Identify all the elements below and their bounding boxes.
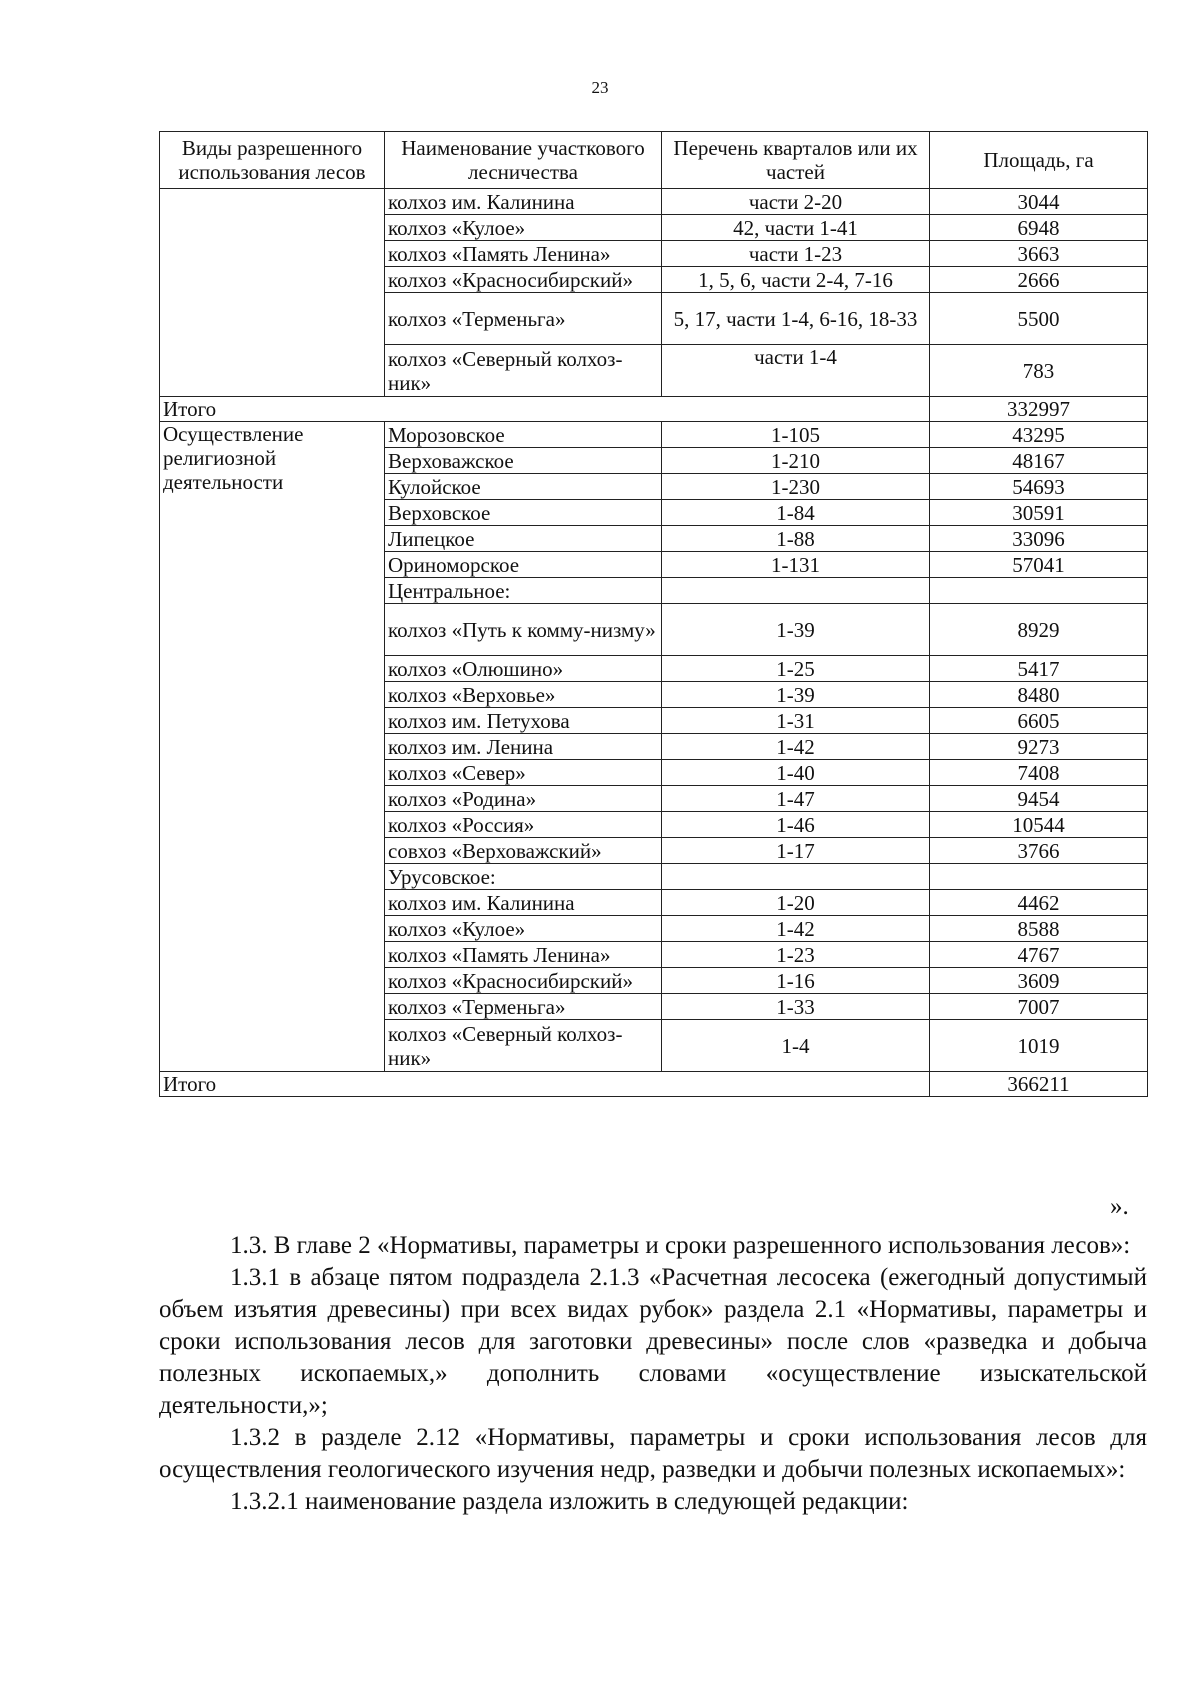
total-label: Итого [160,1072,930,1097]
quarters-cell: части 1-23 [662,241,930,267]
forestry-name-cell: колхоз «Память Ленина» [385,942,662,968]
total-area: 332997 [930,397,1148,422]
area-cell: 7007 [930,994,1148,1020]
quarters-cell [662,578,930,604]
area-cell: 6948 [930,215,1148,241]
forestry-name-cell: колхоз «Северный колхоз-ник» [385,1020,662,1072]
total-row-1 [160,397,1148,422]
area-cell: 30591 [930,500,1148,526]
area-cell: 33096 [930,526,1148,552]
forestry-name-cell: колхоз им. Ленина [385,734,662,760]
forestry-name-cell: колхоз им. Калинина [385,890,662,916]
forestry-name-cell: Центральное: [385,578,662,604]
forestry-name-cell: колхоз им. Калинина [385,189,662,215]
forestry-name-cell: колхоз им. Петухова [385,708,662,734]
forestry-name-cell: колхоз «Путь к комму-низму» [385,604,662,656]
quarters-cell: части 2-20 [662,189,930,215]
area-cell: 5417 [930,656,1148,682]
forestry-name-cell: колхоз «Терменьга» [385,994,662,1020]
area-cell: 9273 [930,734,1148,760]
quarters-cell: 1-39 [662,604,930,656]
area-cell: 3663 [930,241,1148,267]
area-cell: 9454 [930,786,1148,812]
group2-body [160,422,1148,1072]
quarters-cell: 1-20 [662,890,930,916]
header-area: Площадь, га [930,132,1148,189]
header-quarters: Перечень кварталов или их частей [662,132,930,189]
area-cell: 48167 [930,448,1148,474]
quarters-cell: 1-39 [662,682,930,708]
quarters-cell: 1-23 [662,942,930,968]
forestry-name-cell: колхоз «Россия» [385,812,662,838]
use-type-cell: Осуществление религиозной деятельности [160,422,385,1072]
area-cell: 2666 [930,267,1148,293]
forestry-name-cell: Липецкое [385,526,662,552]
area-cell: 5500 [930,293,1148,345]
forestry-name-cell: колхоз «Красносибирский» [385,267,662,293]
area-cell: 1019 [930,1020,1148,1072]
paragraph-1-3-2-1: 1.3.2.1 наименование раздела изложить в следующей редакции: [230,1488,909,1515]
area-cell: 3609 [930,968,1148,994]
header-forestry-name: Наименование участкового лесничества [385,132,662,189]
forestry-name-cell: колхоз «Терменьга» [385,293,662,345]
forestry-name-cell: колхоз «Верховье» [385,682,662,708]
table-row [160,422,1148,448]
forestry-name-cell: Кулойское [385,474,662,500]
quarters-cell: 1-42 [662,916,930,942]
paragraph-1-3-2: 1.3.2 в разделе 2.12 «Нормативы, параметры и сроки использования лесов для осуществления геологического изучения недр, разведки и добычи полезных ископаемых»: [159,1424,1147,1483]
quarters-cell: 42, части 1-41 [662,215,930,241]
paragraph-1-3: 1.3. В главе 2 «Нормативы, параметры и сроки разрешенного использования лесов»: [230,1232,1131,1259]
forestry-name-cell: колхоз «Красносибирский» [385,968,662,994]
header-use-type: Виды разрешенного использования лесов [160,132,385,189]
quarters-cell: 1-25 [662,656,930,682]
area-cell: 3766 [930,838,1148,864]
total-row-2 [160,1072,1148,1097]
table-row [160,189,1148,215]
quarters-cell: 1-42 [662,734,930,760]
quarters-cell: 5, 17, части 1-4, 6-16, 18-33 [662,293,930,345]
quarters-cell: 1-17 [662,838,930,864]
forestry-name-cell: Верховажское [385,448,662,474]
quarters-cell: 1-210 [662,448,930,474]
quarters-cell: 1-40 [662,760,930,786]
group1-body [160,189,1148,397]
area-cell: 6605 [930,708,1148,734]
area-cell: 3044 [930,189,1148,215]
total-label: Итого [160,397,930,422]
quarters-cell: 1-16 [662,968,930,994]
area-cell: 8480 [930,682,1148,708]
area-cell: 10544 [930,812,1148,838]
area-cell: 783 [930,345,1148,397]
area-cell: 57041 [930,552,1148,578]
area-cell: 8588 [930,916,1148,942]
quarters-cell: 1-84 [662,500,930,526]
paragraph-1-3-1: 1.3.1 в абзаце пятом подраздела 2.1.3 «Расчетная лесосека (ежегодный допустимый объем изъятия древесины) при всех видах рубок» раздела 2.1 «Нормативы, параметры и сроки использования лесов для заготовки древесины» после слов «разведка и добыча полезных ископаемых,» дополнить словами «осуществление изыскательской деятельности,»; [159,1264,1147,1419]
area-cell: 43295 [930,422,1148,448]
area-cell: 8929 [930,604,1148,656]
quarters-cell: 1, 5, 6, части 2-4, 7-16 [662,267,930,293]
quarters-cell: 1-46 [662,812,930,838]
quarters-cell: 1-105 [662,422,930,448]
forestry-name-cell: Верховское [385,500,662,526]
forestry-name-cell: колхоз «Кулое» [385,215,662,241]
quarters-cell: 1-33 [662,994,930,1020]
use-type-cell [160,189,385,397]
forestry-name-cell: совхоз «Верховажский» [385,838,662,864]
forestry-name-cell: колхоз «Северный колхоз-ник» [385,345,662,397]
quarters-cell: 1-4 [662,1020,930,1072]
forestry-name-cell: колхоз «Родина» [385,786,662,812]
quarters-cell [662,864,930,890]
total-area: 366211 [930,1072,1148,1097]
area-cell [930,864,1148,890]
forestry-name-cell: колхоз «Олюшино» [385,656,662,682]
area-cell: 54693 [930,474,1148,500]
area-cell [930,578,1148,604]
forestry-name-cell: Морозовское [385,422,662,448]
quarters-cell: 1-47 [662,786,930,812]
page-number: 23 [591,78,609,97]
quarters-cell: 1-88 [662,526,930,552]
forestry-name-cell: колхоз «Память Ленина» [385,241,662,267]
area-cell: 4767 [930,942,1148,968]
forestry-name-cell: Ориноморское [385,552,662,578]
quarters-cell: 1-131 [662,552,930,578]
quarters-cell: части 1-4 [662,345,930,397]
body-text [159,1230,1147,1518]
closing-quote: ». [1110,1193,1129,1220]
quarters-cell: 1-31 [662,708,930,734]
forestry-name-cell: Урусовское: [385,864,662,890]
area-cell: 4462 [930,890,1148,916]
forestry-name-cell: колхоз «Север» [385,760,662,786]
forestry-name-cell: колхоз «Кулое» [385,916,662,942]
area-cell: 7408 [930,760,1148,786]
forest-use-table [159,131,1148,1097]
table-header-row [160,132,1148,189]
quarters-cell: 1-230 [662,474,930,500]
